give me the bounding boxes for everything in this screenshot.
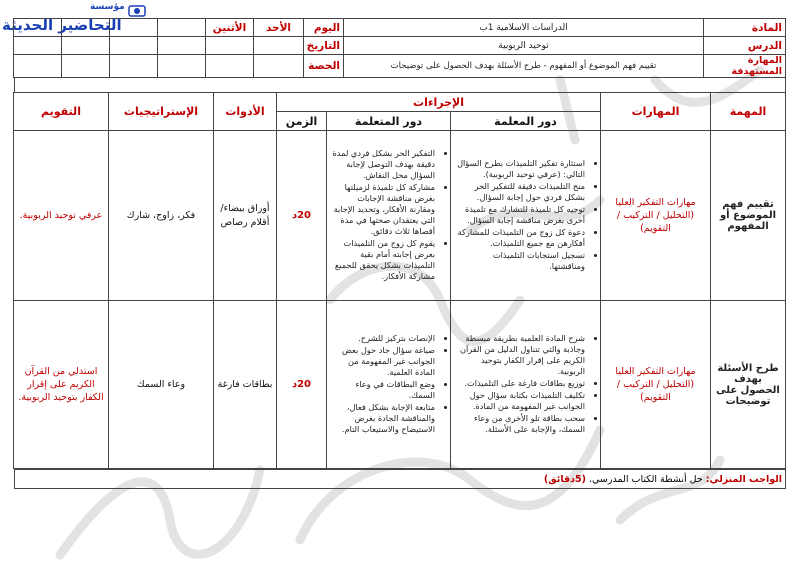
strategy-cell: وعاء السمك [108,301,213,469]
lesson-value: توحيد الربوبية [344,37,704,55]
student-role-cell [327,131,451,301]
homework-text: حل أنشطة الكتاب المدرسي. [588,473,703,485]
col-evaluation: التقويم [13,93,108,131]
col-strategies: الإستراتيجيات [108,93,213,131]
col-task: المهمة [711,93,786,131]
day-cell-2: الأثنين [206,19,254,37]
date-cell-3 [158,37,206,55]
time-cell: 20د [276,131,326,301]
teacher-role-cell [451,131,601,301]
procedures-table [13,92,786,469]
logo-main-text: التحاضير الحديثة [2,16,122,34]
homework-cell [15,470,786,489]
day-cell-1: الأحد [254,19,304,37]
spacer [14,78,786,92]
list-item: • مشاركة كل تلميذة لزميلتها بغرض مناقشة الإجابات ومقارنة الأفكار، وتحديد الإجابة التي يعتقدان صحتها في مدة أقصاها ثلاث دقائق. [332,182,435,237]
col-student-role: دور المتعلمة [327,112,451,131]
list-item: • استثارة تفكير التلميذات بطرح السؤال التالي: (عرفي توحيد الربوبية). [456,158,585,180]
lesson-plan-sheet [14,18,786,489]
col-procedures: الإجراءات [276,93,600,112]
task-cell: طرح الأسئلة بهدف الحصول على توضيحات [711,301,786,469]
day-cell-5 [62,19,110,37]
tools-cell: أوراق بيضاء/ أقلام رصاص [213,131,276,301]
col-time: الزمن [276,112,326,131]
skill-label: المهارة المستهدفة [704,55,786,78]
list-item: • الإنصات بتركيز للشرح. [332,333,435,344]
strategy-cell: فكر، زاوج، شارك [108,131,213,301]
skills-cell: مهارات التفكير العليا (التحليل / التركيب / التقويم) [601,301,711,469]
list-item: • تكليف التلميذات بكتابة سؤال حول الجوانب غير المفهومة من المادة. [456,390,585,412]
list-item: • التفكير الحر بشكل فردي لمدة دقيقة بهدف التوصل لإجابة السؤال محل النقاش. [332,148,435,181]
day-cell-4 [110,19,158,37]
date-cell-2 [206,37,254,55]
list-item: • توزيع بطاقات فارغة على التلميذات. [456,378,585,389]
date-cell-4 [110,37,158,55]
list-item: • سحب بطاقة تلو الأخرى من وعاء السمك، والإجابة على الأسئلة. [456,413,585,435]
period-cell-6 [14,55,62,78]
day-label: اليوم [304,19,344,37]
day-cell-3 [158,19,206,37]
date-label: التاريخ [304,37,344,55]
time-cell: 20د [276,301,326,469]
logo-top-text: مؤسسة [90,2,125,12]
col-tools: الأدوات [213,93,276,131]
period-cell-2 [206,55,254,78]
logo-mark-icon [128,4,146,18]
list-item: • تسجيل استجابات التلميذات ومناقشتها. [456,250,585,272]
list-item: • يقوم كل زوج من التلميذات بعرض إجابته أمام بقية التلميذات بشكل يحقق للجميع مشاركة الأفكار. [332,238,435,282]
list-item: • دعوة كل زوج من التلميذات للمشاركة أفكارهن مع جميع التلميذات. [456,227,585,249]
subject-label: المادة [704,19,786,37]
list-item: • صياغة سؤال جاد حول بعض الجوانب غير المفهومة من المادة العلمية. [332,345,435,378]
tools-cell: بطاقات فارغة [213,301,276,469]
period-cell-4 [110,55,158,78]
homework-label: الواجب المنزلي: [705,473,782,485]
evaluation-cell: استدلي من القرآن الكريم على إقرار الكفار بتوحيد الربوبية. [13,301,108,469]
period-cell-3 [158,55,206,78]
table-row [13,131,785,301]
list-item: • وضع البطاقات في وعاء السمك. [332,379,435,401]
list-item: • متابعة الإجابة بشكل فعال، والمناقشة الجادة بغرض الاستيضاح والاستيعاب التام. [332,402,435,435]
date-cell-6 [14,37,62,55]
student-role-cell [327,301,451,469]
period-cell-1 [254,55,304,78]
skill-value: تقييم فهم الموضوع أو المفهوم - طرح الأسئلة بهدف الحصول على توضيحات [344,55,704,78]
col-teacher-role: دور المعلمة [451,112,601,131]
subject-value: الدراسات الاسلامية 1ب [344,19,704,37]
header-table [13,18,786,78]
table-row [13,301,785,469]
list-item: • منح التلميذات دقيقة للتفكير الحر بشكل فردي حول إجابة السؤال. [456,181,585,203]
day-cell-6 [14,19,62,37]
evaluation-cell: عرفي توحيد الربوبية. [13,131,108,301]
lesson-label: الدرس [704,37,786,55]
task-cell: تقييم فهم الموضوع أو المفهوم [711,131,786,301]
homework-time: (5دقائق) [543,473,586,485]
homework-table [14,469,786,489]
skills-cell: مهارات التفكير العليا (التحليل / التركيب / التقويم) [601,131,711,301]
period-label: الحصة [304,55,344,78]
period-cell-5 [62,55,110,78]
teacher-role-cell [451,301,601,469]
list-item: • توجيه كل تلميذة للتشارك مع تلميذة أخرى بغرض مناقشة إجابة السؤال. [456,204,585,226]
col-skills: المهارات [601,93,711,131]
list-item: • شرح المادة العلمية بطريقة مبسطة وجاذبة والتي تتناول الدليل من القرآن الكريم على إقرار الكفار بتوحيد الربوبية. [456,333,585,377]
date-cell-5 [62,37,110,55]
date-cell-1 [254,37,304,55]
